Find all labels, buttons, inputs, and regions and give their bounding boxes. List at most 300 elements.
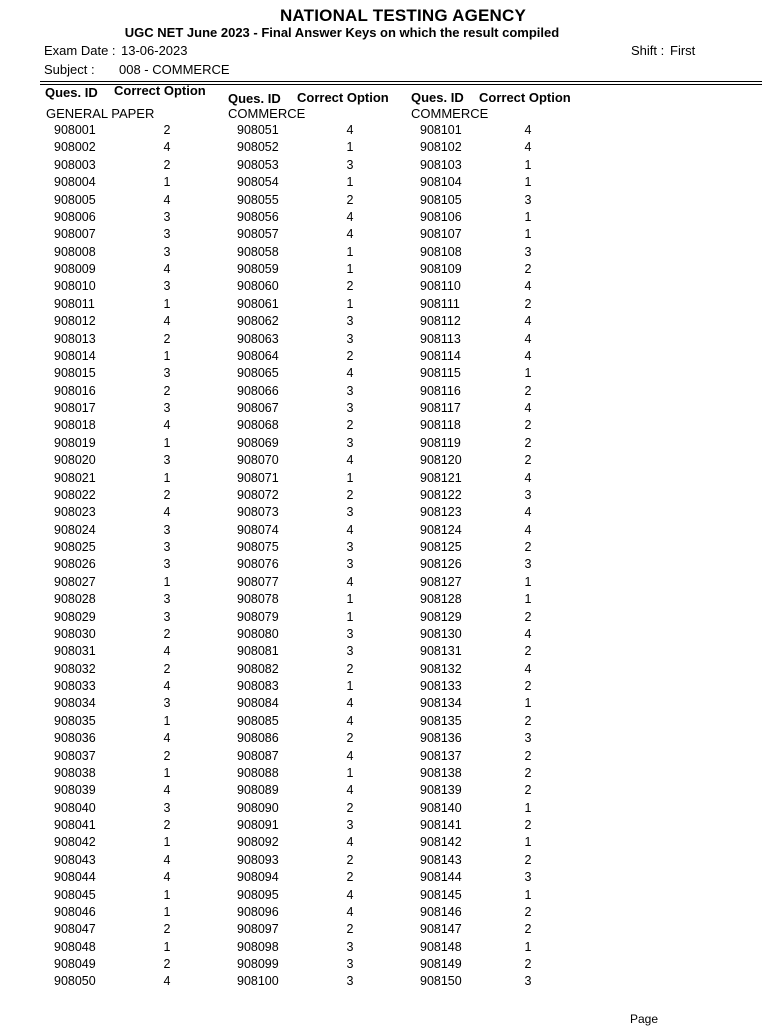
table-row [54, 556, 224, 573]
correct-option: 4 [524, 314, 532, 329]
table-row [420, 278, 590, 295]
correct-option: 3 [346, 974, 354, 989]
table-row [54, 748, 224, 765]
correct-option: 4 [524, 348, 532, 363]
correct-option: 1 [346, 679, 354, 693]
correct-option: 4 [163, 783, 171, 798]
table-row [54, 539, 224, 556]
table-row [54, 470, 224, 487]
table-row [237, 887, 407, 904]
question-id: 908067 [237, 401, 279, 415]
table-row [420, 331, 590, 348]
question-id: 908096 [237, 904, 279, 919]
question-id: 908021 [54, 470, 96, 485]
question-id: 908066 [237, 383, 279, 398]
col2-option-header: Correct Option [297, 90, 389, 105]
correct-option: 1 [346, 175, 354, 190]
correct-option: 3 [524, 244, 532, 259]
question-id: 908113 [420, 331, 461, 346]
table-row [54, 435, 224, 452]
table-row [420, 139, 590, 156]
correct-option: 4 [163, 644, 171, 659]
table-row [54, 765, 224, 782]
question-id: 908026 [54, 557, 96, 572]
table-row [54, 939, 224, 956]
table-row [420, 192, 590, 209]
correct-option: 2 [524, 296, 532, 311]
table-row [54, 209, 224, 226]
correct-option: 1 [524, 887, 532, 902]
question-id: 908094 [237, 870, 279, 885]
col1-option-header: Correct Option [114, 83, 206, 98]
table-row [237, 748, 407, 765]
correct-option: 3 [163, 696, 171, 711]
question-id: 908069 [237, 435, 279, 450]
table-row [237, 609, 407, 626]
table-row [54, 174, 224, 191]
correct-option: 2 [163, 123, 171, 137]
table-row [54, 452, 224, 469]
correct-option: 2 [524, 748, 532, 763]
table-row [237, 591, 407, 608]
table-row [54, 887, 224, 904]
table-row [237, 730, 407, 747]
question-id: 908099 [237, 957, 279, 971]
correct-option: 1 [163, 574, 171, 589]
correct-option: 3 [346, 818, 354, 832]
question-id: 908054 [237, 175, 279, 190]
question-id: 908082 [237, 661, 279, 676]
correct-option: 3 [346, 505, 354, 520]
correct-option: 4 [524, 470, 532, 485]
correct-option: 3 [346, 383, 354, 398]
table-row [237, 695, 407, 712]
correct-option: 4 [163, 870, 171, 885]
correct-option: 4 [524, 331, 532, 346]
question-id: 908015 [54, 366, 96, 381]
table-row [420, 713, 590, 730]
question-id: 908052 [237, 140, 279, 155]
correct-option: 1 [346, 262, 354, 276]
correct-option: 2 [524, 957, 532, 971]
correct-option: 4 [163, 418, 171, 433]
table-row [420, 174, 590, 191]
table-row [54, 417, 224, 434]
question-id: 908097 [237, 922, 279, 937]
correct-option: 1 [346, 244, 354, 259]
table-row [237, 782, 407, 799]
correct-option: 3 [163, 540, 171, 554]
question-id: 908087 [237, 748, 279, 763]
correct-option: 2 [346, 661, 354, 676]
correct-option: 2 [524, 852, 532, 867]
question-id: 908075 [237, 540, 279, 554]
correct-option: 1 [163, 296, 171, 311]
correct-option: 1 [346, 765, 354, 780]
correct-option: 1 [346, 609, 354, 624]
correct-option: 2 [346, 870, 354, 885]
correct-option: 3 [346, 157, 354, 172]
table-row [237, 331, 407, 348]
correct-option: 1 [524, 157, 532, 172]
correct-option: 2 [163, 818, 171, 832]
correct-option: 1 [524, 939, 532, 954]
correct-option: 1 [346, 140, 354, 155]
question-id: 908103 [420, 157, 462, 172]
table-row [420, 435, 590, 452]
table-row [237, 852, 407, 869]
question-id: 908080 [237, 626, 279, 641]
correct-option: 3 [163, 453, 171, 468]
question-id: 908114 [420, 348, 461, 363]
table-row [237, 626, 407, 643]
table-row [237, 452, 407, 469]
correct-option: 1 [346, 296, 354, 311]
correct-option: 2 [524, 540, 532, 554]
correct-option: 4 [346, 209, 354, 224]
correct-option: 1 [163, 904, 171, 919]
correct-option: 2 [163, 922, 171, 937]
question-id: 908030 [54, 626, 96, 641]
table-row [420, 487, 590, 504]
correct-option: 4 [346, 227, 354, 242]
shift-value: First [670, 43, 696, 58]
correct-option: 4 [346, 522, 354, 537]
question-id: 908145 [420, 887, 462, 902]
question-id: 908088 [237, 765, 279, 780]
question-id: 908027 [54, 574, 96, 589]
table-row [420, 417, 590, 434]
document-subtitle: UGC NET June 2023 - Final Answer Keys on which the result compiled [124, 25, 560, 40]
correct-option: 3 [346, 331, 354, 346]
correct-option: 1 [524, 209, 532, 224]
table-row [54, 609, 224, 626]
correct-option: 3 [346, 939, 354, 954]
question-id: 908039 [54, 783, 96, 798]
question-id: 908092 [237, 835, 279, 850]
correct-option: 2 [163, 957, 171, 971]
question-id: 908004 [54, 175, 96, 190]
col2-section-label: COMMERCE [228, 106, 306, 121]
question-id: 908043 [54, 852, 96, 867]
question-id: 908134 [420, 696, 462, 711]
question-id: 908135 [420, 713, 462, 728]
correct-option: 2 [524, 453, 532, 468]
table-row [54, 817, 224, 834]
exam-date-value: 13-06-2023 [121, 43, 188, 58]
correct-option: 1 [524, 696, 532, 711]
correct-option: 1 [163, 887, 171, 902]
correct-option: 4 [524, 522, 532, 537]
question-id: 908042 [54, 835, 96, 850]
table-row [420, 452, 590, 469]
correct-option: 4 [524, 626, 532, 641]
correct-option: 3 [346, 644, 354, 659]
correct-option: 1 [163, 939, 171, 954]
table-row [54, 921, 224, 938]
question-id: 908013 [54, 331, 96, 346]
table-row [237, 157, 407, 174]
question-id: 908128 [420, 592, 462, 607]
table-row [237, 313, 407, 330]
table-row [237, 417, 407, 434]
question-id: 908118 [420, 418, 461, 433]
correct-option: 3 [163, 522, 171, 537]
correct-option: 1 [163, 175, 171, 190]
correct-option: 1 [346, 470, 354, 485]
correct-option: 4 [163, 974, 171, 989]
correct-option: 4 [346, 904, 354, 919]
correct-option: 2 [163, 331, 171, 346]
table-row [420, 834, 590, 851]
table-row [237, 470, 407, 487]
correct-option: 1 [163, 765, 171, 780]
correct-option: 2 [163, 626, 171, 641]
question-id: 908025 [54, 540, 96, 554]
table-row [420, 887, 590, 904]
correct-option: 1 [524, 835, 532, 850]
correct-option: 3 [163, 279, 171, 294]
correct-option: 4 [346, 713, 354, 728]
question-id: 908059 [237, 262, 279, 276]
question-id: 908053 [237, 157, 279, 172]
correct-option: 3 [346, 401, 354, 415]
question-id: 908047 [54, 922, 96, 937]
question-id: 908038 [54, 765, 96, 780]
table-row [420, 939, 590, 956]
question-id: 908023 [54, 505, 96, 520]
table-row [420, 852, 590, 869]
table-row [54, 574, 224, 591]
question-id: 908011 [54, 296, 95, 311]
table-row [54, 973, 224, 990]
question-id: 908002 [54, 140, 96, 155]
question-id: 908071 [237, 470, 279, 485]
question-id: 908101 [420, 123, 462, 137]
question-id: 908034 [54, 696, 96, 711]
table-row [237, 765, 407, 782]
table-row [237, 261, 407, 278]
correct-option: 2 [163, 661, 171, 676]
question-id: 908008 [54, 244, 96, 259]
question-id: 908150 [420, 974, 462, 989]
correct-option: 4 [524, 140, 532, 155]
correct-option: 4 [346, 887, 354, 902]
correct-option: 1 [163, 435, 171, 450]
table-row [237, 834, 407, 851]
correct-option: 2 [163, 157, 171, 172]
table-row [54, 278, 224, 295]
question-id: 908143 [420, 852, 462, 867]
table-row [54, 365, 224, 382]
correct-option: 4 [163, 505, 171, 520]
col1-section-label: GENERAL PAPER [46, 106, 155, 121]
question-id: 908056 [237, 209, 279, 224]
correct-option: 2 [524, 765, 532, 780]
correct-option: 3 [163, 609, 171, 624]
correct-option: 4 [346, 696, 354, 711]
question-id: 908033 [54, 679, 96, 693]
question-id: 908024 [54, 522, 96, 537]
table-row [54, 400, 224, 417]
table-row [237, 296, 407, 313]
table-row [420, 609, 590, 626]
question-id: 908076 [237, 557, 279, 572]
document-title: NATIONAL TESTING AGENCY [279, 6, 527, 25]
question-id: 908112 [420, 314, 461, 329]
correct-option: 1 [524, 175, 532, 190]
question-id: 908091 [237, 818, 279, 832]
question-id: 908031 [54, 644, 96, 659]
table-row [237, 400, 407, 417]
question-id: 908060 [237, 279, 279, 294]
question-id: 908124 [420, 522, 462, 537]
correct-option: 2 [524, 609, 532, 624]
correct-option: 3 [524, 974, 532, 989]
table-row [420, 400, 590, 417]
col1-qid-header: Ques. ID [45, 85, 98, 100]
correct-option: 4 [163, 192, 171, 207]
correct-option: 4 [346, 835, 354, 850]
correct-option: 3 [524, 487, 532, 502]
correct-option: 4 [524, 123, 532, 137]
table-row [237, 817, 407, 834]
correct-option: 2 [524, 679, 532, 693]
correct-option: 2 [524, 435, 532, 450]
question-id: 908125 [420, 540, 462, 554]
table-row [54, 869, 224, 886]
table-row [420, 678, 590, 695]
question-id: 908104 [420, 175, 462, 190]
question-id: 908063 [237, 331, 279, 346]
correct-option: 3 [346, 314, 354, 329]
question-id: 908058 [237, 244, 279, 259]
correct-option: 2 [346, 800, 354, 815]
question-id: 908095 [237, 887, 279, 902]
table-row [420, 730, 590, 747]
question-id: 908147 [420, 922, 462, 937]
question-id: 908127 [420, 574, 462, 589]
correct-option: 3 [346, 957, 354, 971]
question-id: 908009 [54, 262, 96, 276]
correct-option: 1 [524, 227, 532, 242]
question-id: 908137 [420, 748, 462, 763]
col2-qid-header: Ques. ID [228, 91, 281, 106]
question-id: 908037 [54, 748, 96, 763]
question-id: 908126 [420, 557, 462, 572]
question-id: 908133 [420, 679, 462, 693]
table-row [54, 626, 224, 643]
table-row [54, 904, 224, 921]
correct-option: 3 [346, 435, 354, 450]
question-id: 908085 [237, 713, 279, 728]
table-row [237, 504, 407, 521]
shift-label: Shift : [631, 43, 665, 58]
table-row [420, 209, 590, 226]
question-id: 908102 [420, 140, 462, 155]
table-row [54, 157, 224, 174]
question-id: 908020 [54, 453, 96, 468]
table-row [420, 626, 590, 643]
question-id: 908068 [237, 418, 279, 433]
question-id: 908106 [420, 209, 462, 224]
table-row [54, 782, 224, 799]
question-id: 908077 [237, 574, 279, 589]
correct-option: 4 [346, 574, 354, 589]
correct-option: 1 [524, 366, 532, 381]
question-id: 908016 [54, 383, 96, 398]
subject-label: Subject : [44, 62, 95, 77]
correct-option: 2 [524, 904, 532, 919]
table-row [54, 348, 224, 365]
question-id: 908073 [237, 505, 279, 520]
correct-option: 3 [163, 244, 171, 259]
table-row [54, 713, 224, 730]
question-id: 908108 [420, 244, 462, 259]
table-row [420, 348, 590, 365]
correct-option: 1 [163, 470, 171, 485]
table-row [420, 695, 590, 712]
correct-option: 3 [346, 540, 354, 554]
correct-option: 2 [163, 383, 171, 398]
table-row [420, 782, 590, 799]
table-row [420, 574, 590, 591]
correct-option: 3 [163, 557, 171, 572]
table-row [420, 748, 590, 765]
question-id: 908055 [237, 192, 279, 207]
correct-option: 4 [524, 279, 532, 294]
table-row [237, 869, 407, 886]
correct-option: 3 [163, 209, 171, 224]
question-id: 908146 [420, 904, 462, 919]
question-id: 908049 [54, 957, 96, 971]
table-row [54, 313, 224, 330]
correct-option: 1 [163, 348, 171, 363]
correct-option: 4 [346, 783, 354, 798]
table-row [237, 487, 407, 504]
table-row [54, 139, 224, 156]
question-id: 908007 [54, 227, 96, 242]
table-row [237, 139, 407, 156]
question-id: 908111 [420, 296, 460, 311]
question-id: 908079 [237, 609, 279, 624]
question-id: 908130 [420, 626, 462, 641]
table-row [54, 296, 224, 313]
table-row [237, 904, 407, 921]
question-id: 908010 [54, 279, 96, 294]
question-id: 908131 [420, 644, 462, 659]
question-id: 908121 [420, 470, 462, 485]
question-id: 908012 [54, 314, 96, 329]
question-id: 908144 [420, 870, 462, 885]
question-id: 908123 [420, 505, 462, 520]
table-row [54, 383, 224, 400]
question-id: 908022 [54, 487, 96, 502]
table-row [237, 574, 407, 591]
table-row [54, 800, 224, 817]
table-row [54, 661, 224, 678]
table-row [54, 487, 224, 504]
correct-option: 2 [346, 487, 354, 502]
question-id: 908040 [54, 800, 96, 815]
correct-option: 4 [524, 661, 532, 676]
correct-option: 3 [524, 557, 532, 572]
correct-option: 1 [524, 574, 532, 589]
correct-option: 2 [346, 852, 354, 867]
table-row [54, 122, 224, 139]
correct-option: 2 [524, 922, 532, 937]
table-row [54, 834, 224, 851]
